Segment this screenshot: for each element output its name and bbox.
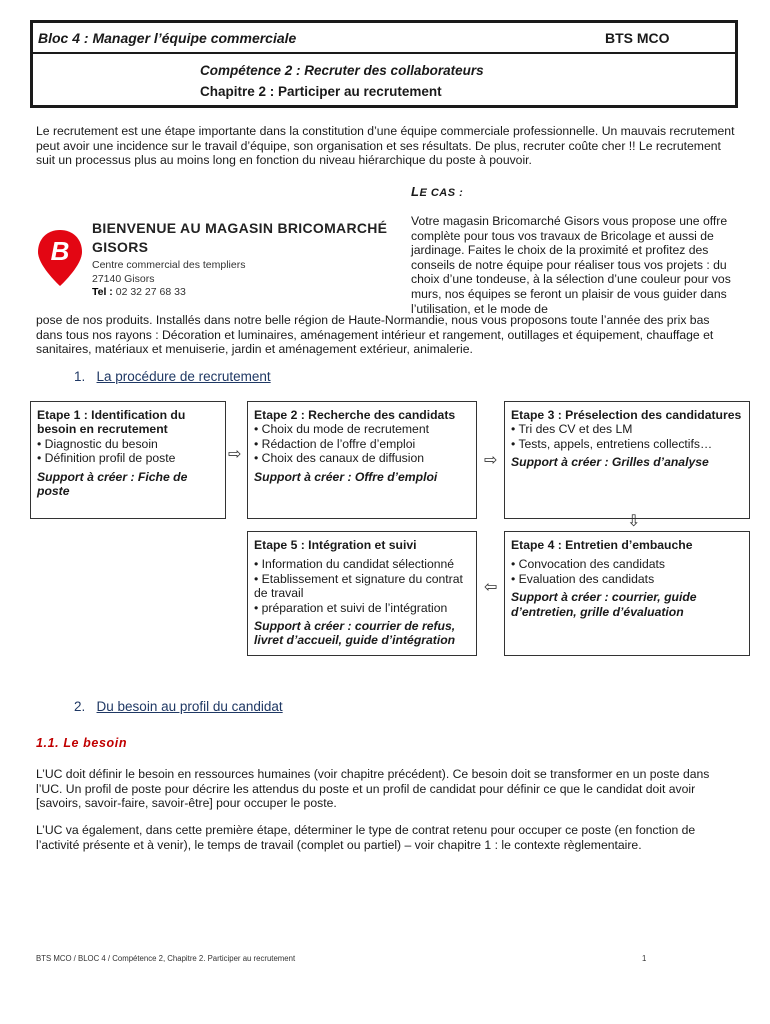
bricomarche-logo-icon xyxy=(36,228,84,288)
header-chapitre: Chapitre 2 : Participer au recrutement xyxy=(200,84,442,99)
svg-text:B: B xyxy=(50,236,70,266)
page-number: 1 xyxy=(642,954,647,963)
store-title: BIENVENUE AU MAGASIN BRICOMARCHÉ xyxy=(92,220,388,236)
header-bloc: Bloc 4 : Manager l’équipe commerciale xyxy=(38,30,297,46)
header-divider xyxy=(30,52,738,54)
section-2-heading: 2. Du besoin au profil du candidat xyxy=(74,699,283,714)
store-address: Centre commercial des templiers 27140 Gisors xyxy=(92,259,246,285)
arrow-right-icon: ⇨ xyxy=(484,452,498,469)
header-competence: Compétence 2 : Recruter des collaborateurs xyxy=(200,63,484,78)
case-text-continued: pose de nos produits. Installés dans notre belle région de Haute-Normandie, nous vous proposons toute l’année des prix bas dans tous nos rayons : Décoration et luminaires, aménagement intérieur et rangement, outillages et équipement, chauffage et sanitaires, matériaux et menuiserie, jardin et aménagement extérieur, animalerie. xyxy=(36,313,714,357)
subsection-1-1-heading: 1.1. Le besoin xyxy=(36,736,128,750)
step-box-4: Etape 4 : Entretien d’embauche • Convocation des candidats • Evaluation des candidats Support à créer : courrier, guide d’entretien, grille d’évaluation xyxy=(504,531,750,656)
case-text: Votre magasin Bricomarché Gisors vous propose une offre complète pour tous vos travaux de Bricolage et aussi de jardinage. Faites le choix de la proximité et profitez des conseils de notre équipe pour réaliser tous vos projets : du choix d’une tondeuse, à la sélection d’une couleur pour vos murs, nos équipes se feront un plaisir de vous guider dans l’utilisation, et le mode de xyxy=(411,214,731,316)
step-box-3: Etape 3 : Préselection des candidatures • Tri des CV et des LM • Tests, appels, entretiens collectifs… Support à créer : Grilles d’analyse xyxy=(504,401,750,519)
step-box-1: Etape 1 : Identification du besoin en recrutement • Diagnostic du besoin • Définition profil de poste Support à créer : Fiche de poste xyxy=(30,401,226,519)
step-box-5: Etape 5 : Intégration et suivi • Information du candidat sélectionné • Etablissement et signature du contrat de travail • préparation et suivi de l’intégration Support à créer : courrier de refus, livret d’accueil, guide d’intégration xyxy=(247,531,477,656)
arrow-right-icon: ⇨ xyxy=(228,446,242,463)
section-1-heading: 1. La procédure de recrutement xyxy=(74,369,271,384)
store-tel: Tel : 02 32 27 68 33 xyxy=(92,286,186,298)
store-city: GISORS xyxy=(92,239,149,255)
step-box-2: Etape 2 : Recherche des candidats • Choix du mode de recrutement • Rédaction de l’offre d’emploi • Choix des canaux de diffusion Support à créer : Offre d’emploi xyxy=(247,401,477,519)
footer-text: BTS MCO / BLOC 4 / Compétence 2, Chapitre 2. Participer au recrutement xyxy=(36,954,296,963)
arrow-down-icon: ⇩ xyxy=(627,513,641,530)
paragraph-besoin-1: L’UC doit définir le besoin en ressources humaines (voir chapitre précédent). Ce besoin doit se transformer en un poste dans l’UC. Un profil de poste pour décrire les attendus du poste et un profil de candidat pour définir ce que le candidat doit avoir [savoirs, savoir-faire, savoir-être] pour occuper le poste. xyxy=(36,767,710,811)
arrow-left-icon: ⇦ xyxy=(484,579,498,596)
case-label: LE CAS : xyxy=(411,184,464,199)
paragraph-besoin-2: L’UC va également, dans cette première étape, déterminer le type de contrat retenu pour occuper ce poste (en fonction de l’activité présente et à venir), le temps de travail (complet ou partiel) – voir chapitre 1 : le contexte règlementaire. xyxy=(36,823,696,852)
header-bts: BTS MCO xyxy=(605,30,670,46)
intro-paragraph: Le recrutement est une étape importante dans la constitution d’une équipe commerciale professionnelle. Un mauvais recrutement peut avoir une incidence sur le travail d’équipe, son organisation et ses résultats. De plus, recruter coûte cher !! Le recrutement suit un processus plus au moins long en fonction du niveau hiérarchique du poste à pouvoir. xyxy=(36,124,735,168)
